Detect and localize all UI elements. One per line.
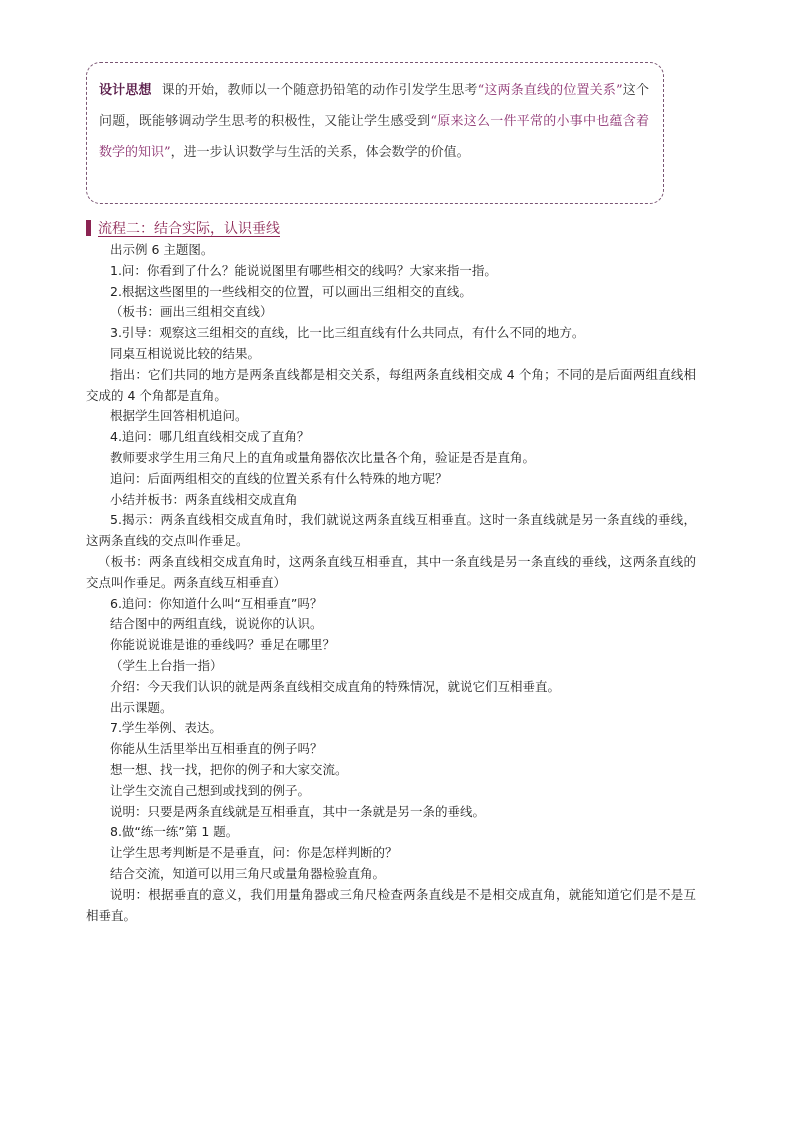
text-line: 4.追问：哪几组直线相交成了直角？ <box>110 429 310 445</box>
text-line: （板书：两条直线相交成直角时，这两条直线互相垂直，其中一条直线是另一条直线的垂线，这两条直线的交点叫作垂足。两条直线互相垂直） <box>86 553 696 590</box>
design-thinking-label: 设计思想 <box>99 83 152 98</box>
text-line: 你能说说谁是谁的垂线吗？垂足在哪里？ <box>110 637 336 653</box>
text-line: 想一想、找一找，把你的例子和大家交流。 <box>110 761 348 777</box>
text-line: 你能从生活里举出互相垂直的例子吗？ <box>110 741 323 757</box>
text-line: 5.揭示：两条直线相交成直角时，我们就说这两条直线互相垂直。这时一条直线就是另一条直线的垂线，这两条直线的交点叫作垂足。 <box>86 512 696 549</box>
text-line: 3.引导：观察这三组相交的直线，比一比三组直线有什么共同点，有什么不同的地方。 <box>110 325 585 341</box>
design-quote-2: “原来这么一件平常的小事中也蕴含着数学的知识” <box>99 114 649 160</box>
design-thinking-box <box>86 62 664 204</box>
text-line: 8.做“练一练”第 1 题。 <box>110 824 239 840</box>
text-line: 结合交流，知道可以用三角尺或量角器检验直角。 <box>110 865 386 881</box>
text-line: 同桌互相说说比较的结果。 <box>110 345 261 361</box>
text-line: 6.追问：你知道什么叫“互相垂直”吗？ <box>110 595 323 611</box>
heading-marker <box>86 220 91 236</box>
section-title: 流程二：结合实际，认识垂线 <box>98 221 280 237</box>
text-line: 结合图中的两组直线，说说你的认识。 <box>110 616 323 632</box>
lesson-body <box>86 240 696 926</box>
text-line: 出示课题。 <box>110 699 173 715</box>
text-line: （板书：画出三组相交直线） <box>110 304 273 320</box>
text-line: 根据学生回答相机追问。 <box>110 408 248 424</box>
design-quote-1: “这两条直线的位置关系” <box>477 83 623 98</box>
text-line: 说明：只要是两条直线就是互相垂直，其中一条就是另一条的垂线。 <box>110 803 486 819</box>
text-line: 7.学生举例、表达。 <box>110 720 222 736</box>
text-line: 指出：它们共同的地方是两条直线都是相交关系，每组两条直线相交成 4 个角；不同的是后面两组直线相交成的 4 个角都是直角。 <box>86 366 696 403</box>
text-line: 让学生思考判断是不是垂直，问：你是怎样判断的？ <box>110 845 398 861</box>
text-line: 1.问：你看到了什么？能说说图里有哪些相交的线吗？大家来指一指。 <box>110 262 497 278</box>
text-line: 小结并板书：两条直线相交成直角 <box>110 491 298 507</box>
design-text-b: 这个问题，既能够调动学生思考的积极性，又能让学生感受到 <box>99 83 649 129</box>
text-line: 说明：根据垂直的意义，我们用量角器或三角尺检查两条直线是不是相交成直角，就能知道它们是不是互相垂直。 <box>86 886 696 923</box>
text-line: 2.根据这些图里的一些线相交的位置，可以画出三组相交的直线。 <box>110 283 472 299</box>
text-line: 出示例 6 主题图。 <box>110 242 214 257</box>
text-line: （学生上台指一指） <box>110 657 223 673</box>
design-text-a: 课的开始，教师以一个随意扔铅笔的动作引发学生思考 <box>161 83 478 98</box>
design-text-c: ，进一步认识数学与生活的关系，体会数学的价值。 <box>170 145 470 160</box>
text-line: 追问：后面两组相交的直线的位置关系有什么特殊的地方呢？ <box>110 470 448 486</box>
text-line: 让学生交流自己想到或找到的例子。 <box>110 782 311 798</box>
section-heading <box>86 219 280 237</box>
text-line: 教师要求学生用三角尺上的直角或量角器依次比量各个角，验证是否是直角。 <box>110 449 536 465</box>
text-line: 介绍：今天我们认识的就是两条直线相交成直角的特殊情况，就说它们互相垂直。 <box>110 678 561 694</box>
